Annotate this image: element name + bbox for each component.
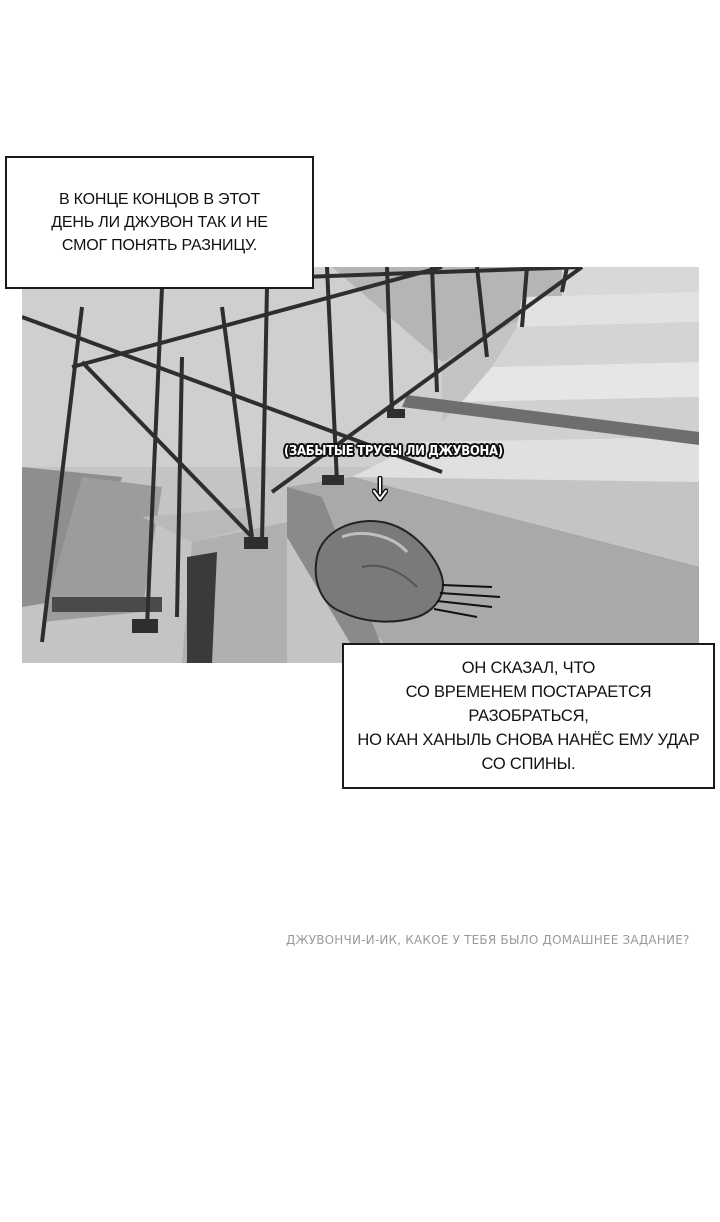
down-arrow-icon [372, 476, 388, 502]
caption-box-top [5, 156, 314, 289]
caption-bottom-line: НО КАН ХАНЫЛЬ СНОВА НАНЁС ЕМУ УДАР [357, 731, 700, 749]
caption-top-line: ДЕНЬ ЛИ ДЖУВОН ТАК И НЕ [51, 214, 268, 231]
staircase-illustration [22, 267, 699, 663]
caption-top-line: СМОГ ПОНЯТЬ РАЗНИЦУ. [61, 237, 258, 254]
caption-bottom-line: ОН СКАЗАЛ, ЧТО [461, 659, 596, 677]
caption-box-bottom [342, 643, 715, 789]
caption-top-line: В КОНЦЕ КОНЦОВ В ЭТОТ [58, 191, 261, 208]
staircase-drawing [22, 267, 699, 663]
panel-note: (ЗАБЫТЫЕ ТРУСЫ ЛИ ДЖУВОНА) [284, 444, 503, 459]
caption-bottom-line: СО СПИНЫ. [481, 755, 576, 773]
whisper-text: ДЖУВОНЧИ-И-ИК, КАКОЕ У ТЕБЯ БЫЛО ДОМАШНЕЕ ЗАДАНИЕ? [286, 933, 690, 947]
caption-bottom-line: СО ВРЕМЕНЕМ ПОСТАРАЕТСЯ РАЗОБРАТЬСЯ, [405, 683, 652, 725]
